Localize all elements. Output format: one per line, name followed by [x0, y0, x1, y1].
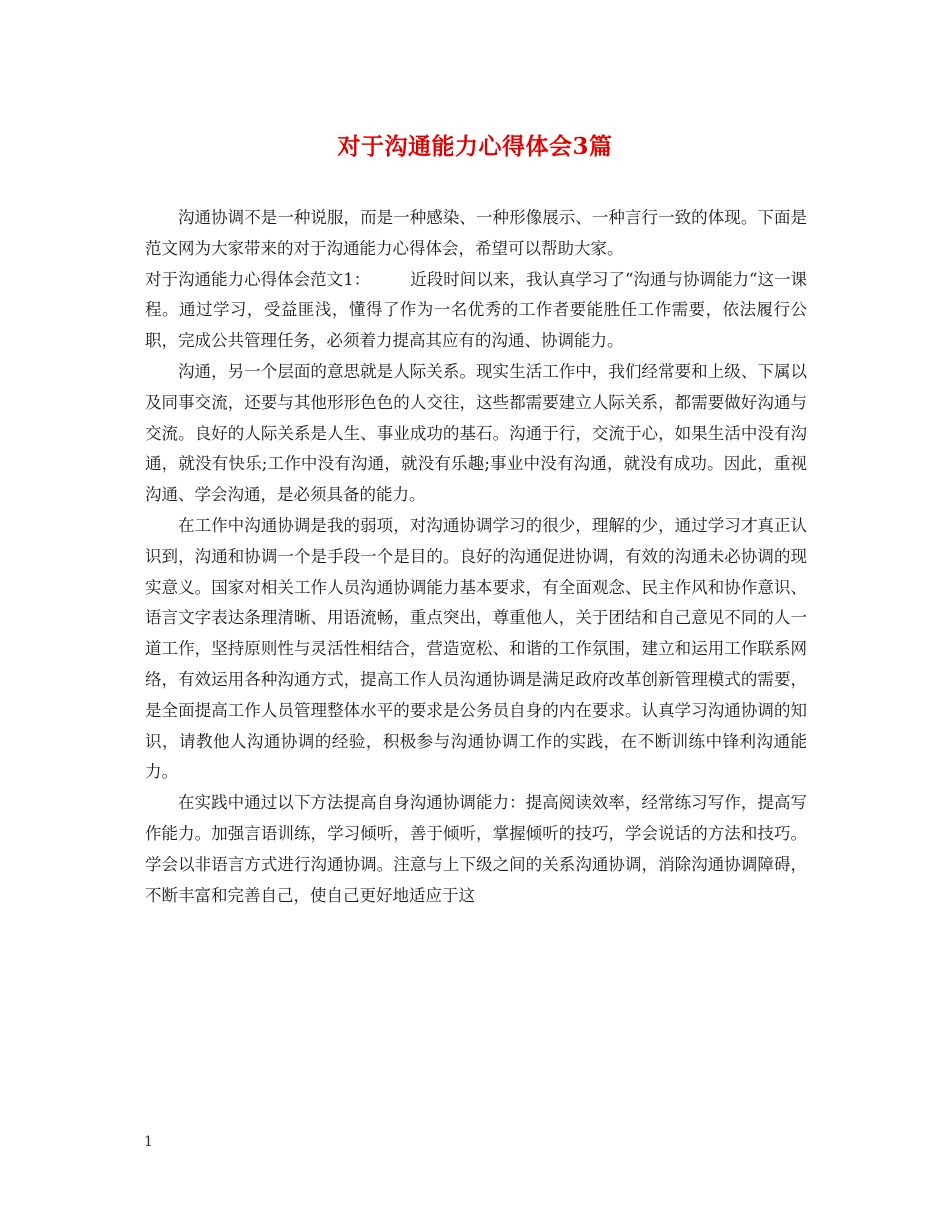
intro-paragraph: 沟通协调不是一种说服，而是一种感染、一种形像展示、一种言行一致的体现。下面是范文网为大家带来的对于沟通能力心得体会，希望可以帮助大家。	[145, 208, 807, 258]
body-paragraph: 在工作中沟通协调是我的弱项，对沟通协调学习的很少，理解的少，通过学习才真正认识到，沟通和协调一个是手段一个是目的。良好的沟通促进协调，有效的沟通未必协调的现实意义。国家对相关工作人员沟通协调能力基本要求，有全面观念、民主作风和协作意识、语言文字表达条理清晰、用语流畅，重点突出，尊重他人，关于团结和自己意见不同的人一道工作，坚持原则性与灵活性相结合，营造宽松、和谐的工作氛围，建立和运用工作联系网络，有效运用各种沟通方式，提高工作人员沟通协调是满足政府改革创新管理模式的需要，是全面提高工作人员管理整体水平的要求是公务员自身的内在要求。认真学习沟通协调的知识，请教他人沟通协调的经验，积极参与沟通协调工作的实践，在不断训练中锋利沟通能力。	[145, 515, 807, 782]
sample-heading: 对于沟通能力心得体会范文1：	[145, 269, 371, 289]
sample-paragraph	[145, 265, 807, 357]
sample-first-text: 近段时间以来，我认真学习了“沟通与协调能力“这一课程。通过学习，受益匪浅，懂得了作为一名优秀的工作者要能胜任工作需要，依法履行公职，完成公共管理任务，必须着力提高其应有的沟通、协调能力。	[145, 269, 808, 351]
document-title: 对于沟通能力心得体会3篇	[337, 133, 613, 160]
body-paragraph: 在实践中通过以下方法提高自身沟通协调能力：提高阅读效率，经常练习写作，提高写作能力。加强言语训练，学习倾听，善于倾听，掌握倾听的技巧，学会说话的方法和技巧。学会以非语言方式进行沟通协调。注意与上下级之间的关系沟通协调，消除沟通协调障碍，不断丰富和完善自己，使自己更好地适应于这	[145, 793, 807, 905]
page-number: 1	[144, 1134, 153, 1150]
document-body	[145, 203, 807, 911]
body-paragraph: 沟通，另一个层面的意思就是人际关系。现实生活工作中，我们经常要和上级、下属以及同事交流，还要与其他形形色色的人交往，这些都需要建立人际关系，都需要做好沟通与交流。良好的人际关系是人生、事业成功的基石。沟通于行，交流于心，如果生活中没有沟通，就没有快乐;工作中没有沟通，就没有乐趣;事业中没有沟通，就没有成功。因此，重视沟通、学会沟通，是必须具备的能力。	[145, 361, 807, 505]
